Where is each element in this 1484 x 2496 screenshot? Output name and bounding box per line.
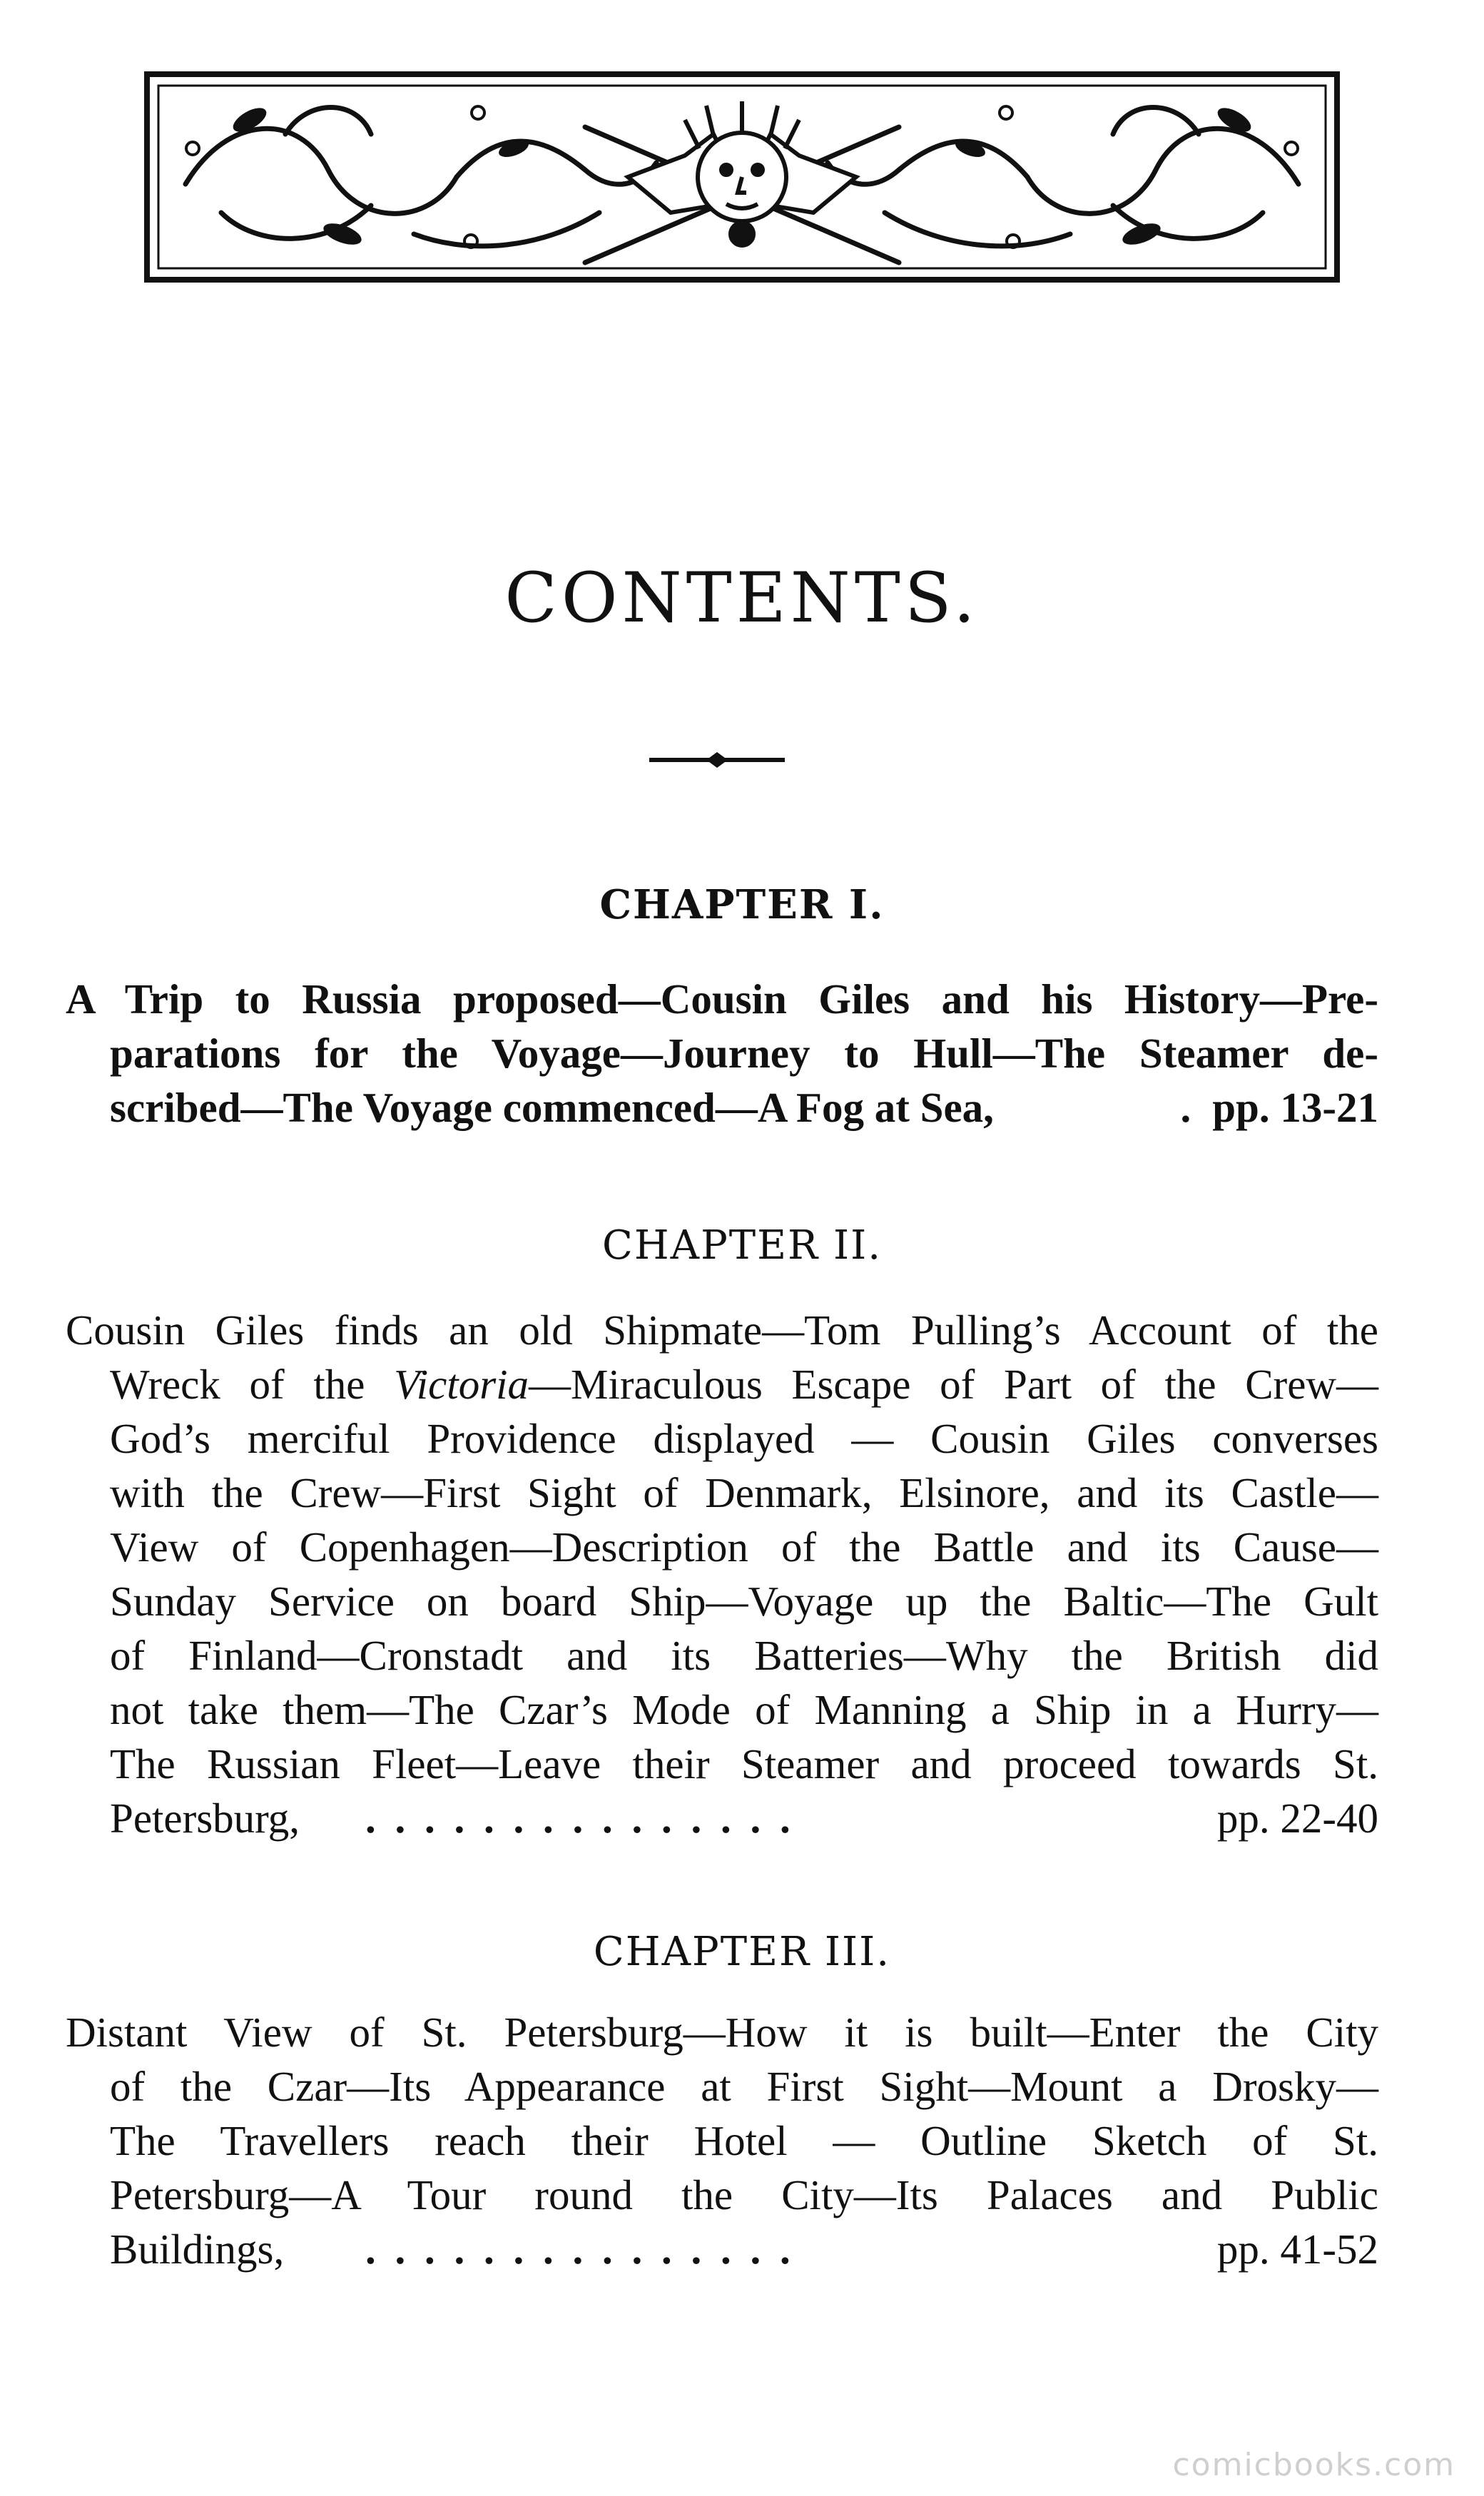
summary-line: Petersburg,: [110, 1795, 300, 1842]
chapter-summary: [66, 972, 1378, 1135]
summary-line: not take them—The Czar’s Mode of Manning a Ship in a Hurry—: [110, 1686, 1378, 1733]
summary-line: Cousin Giles finds an old Shipmate—Tom Pulling’s Account of the: [66, 1307, 1378, 1354]
summary-line: Petersburg—A Tour round the City—Its Palaces and Public: [110, 2171, 1378, 2218]
page-range: pp. 41-52: [1216, 2226, 1378, 2273]
summary-line: Buildings,: [110, 2226, 285, 2273]
chapter-summary: [66, 2005, 1378, 2276]
summary-line: The Travellers reach their Hotel — Outline Sketch of St.: [110, 2117, 1378, 2164]
watermark-text: comicbooks.com: [1172, 2447, 1455, 2483]
chapter-heading: CHAPTER II.: [601, 1222, 883, 1269]
page-range: pp. 22-40: [1216, 1795, 1378, 1842]
summary-line: Wreck of the Victoria—Miraculous Escape of Part of the Crew—: [110, 1361, 1379, 1408]
title-divider-ornament: [649, 749, 785, 771]
summary-line: God’s merciful Providence displayed — Cousin Giles converses: [110, 1415, 1378, 1462]
summary-line: scribed—The Voyage commenced—A Fog at Sea,: [110, 1084, 994, 1131]
leader-dot: .: [1180, 1084, 1191, 1131]
chapter-heading: CHAPTER III.: [593, 1929, 891, 1975]
summary-line: Sunday Service on board Ship—Voyage up the Baltic—The Gult: [110, 1578, 1378, 1625]
summary-line: parations for the Voyage—Journey to Hull—The Steamer de-: [110, 1030, 1378, 1077]
chapter-heading: CHAPTER I.: [599, 881, 885, 928]
summary-line: Distant View of St. Petersburg—How it is built—Enter the City: [66, 2009, 1378, 2056]
chapter-summary: [66, 1303, 1378, 1845]
page-range: pp. 13-21: [1212, 1084, 1378, 1131]
summary-line: A Trip to Russia proposed—Cousin Giles and his History—Pre-: [66, 975, 1378, 1023]
summary-line: of Finland—Cronstadt and its Batteries—Why the British did: [110, 1632, 1378, 1679]
header-ornament: [143, 70, 1341, 284]
ship-name: Victoria: [394, 1361, 529, 1408]
summary-line: with the Crew—First Sight of Denmark, Elsinore, and its Castle—: [110, 1469, 1378, 1516]
summary-line: The Russian Fleet—Leave their Steamer and proceed towards St.: [110, 1740, 1378, 1787]
summary-line: View of Copenhagen—Description of the Battle and its Cause—: [110, 1523, 1378, 1571]
leader-dots: . . . . . . . . . . . . . . .: [365, 1795, 795, 1842]
page-title: CONTENTS.: [504, 558, 980, 638]
summary-line: of the Czar—Its Appearance at First Sight—Mount a Drosky—: [110, 2063, 1378, 2110]
leader-dots: . . . . . . . . . . . . . . .: [365, 2226, 795, 2273]
